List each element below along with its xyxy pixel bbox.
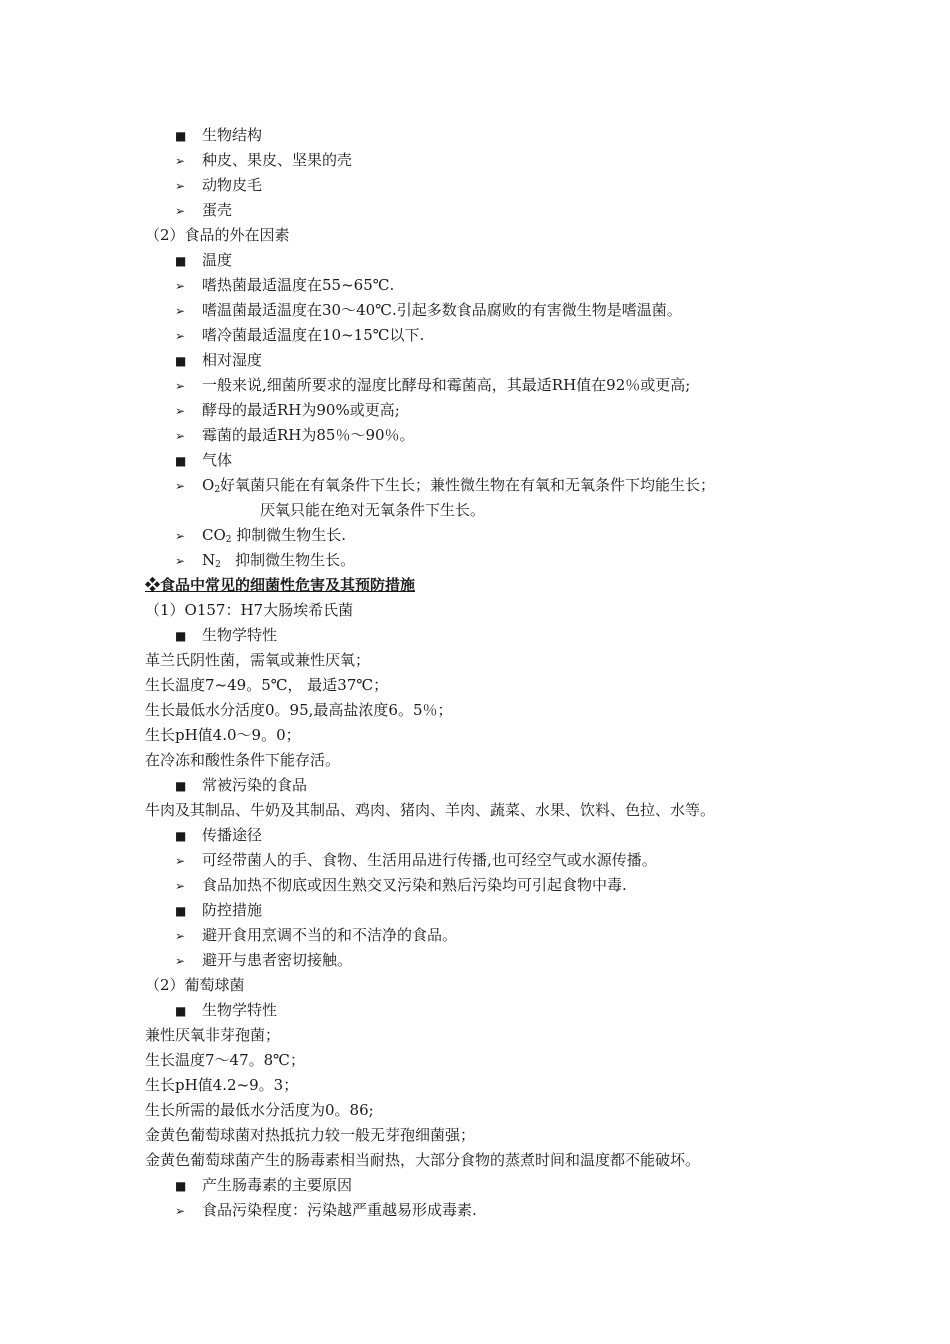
chem-formula: N: [202, 551, 216, 569]
item-text: 相对湿度: [202, 351, 263, 369]
arrow-bullet-icon: ➢: [175, 529, 186, 543]
item-text: 一般来说,细菌所要求的湿度比酵母和霉菌高，其最适RH值在92％或更高;: [202, 376, 691, 394]
item-text: 温度: [202, 251, 233, 269]
arrow-bullet-icon: ➢: [175, 879, 186, 893]
section-heading: ❖食品中常见的细菌性危害及其预防措施: [145, 576, 416, 594]
continuation-text: 厌氧只能在绝对无氧条件下生长。: [260, 501, 486, 519]
bullet-item: [175, 198, 890, 223]
arrow-bullet-icon: ➢: [175, 854, 186, 868]
body-text: 生长pH值4.0～9。0；: [145, 726, 301, 744]
square-bullet-icon: ■: [175, 254, 187, 268]
item-text: 霉菌的最适RH为85％～90％。: [202, 426, 415, 444]
chem-subscript: 2: [225, 535, 232, 545]
bullet-item: [175, 623, 890, 648]
square-bullet-icon: ■: [175, 629, 187, 643]
bullet-item: [175, 273, 890, 298]
body-text: 生长温度7~49。5℃， 最适37℃；: [145, 676, 389, 694]
item-text: 嗜温菌最适温度在30～40℃.引起多数食品腐败的有害微生物是嗜温菌。: [202, 301, 682, 319]
item-text: 生物学特性: [202, 626, 278, 644]
bullet-item: [175, 773, 890, 798]
bullet-item: [175, 923, 890, 948]
arrow-bullet-icon: ➢: [175, 429, 186, 443]
bullet-item: [175, 523, 890, 548]
item-text: 生物学特性: [202, 1001, 278, 1019]
bullet-item: [175, 323, 890, 348]
arrow-bullet-icon: ➢: [175, 279, 186, 293]
arrow-bullet-icon: ➢: [175, 179, 186, 193]
bullet-item: [175, 473, 890, 498]
item-text: 嗜热菌最适温度在55~65℃.: [202, 276, 395, 294]
item-text: 产生肠毒素的主要原因: [202, 1176, 353, 1194]
bullet-item: [175, 948, 890, 973]
square-bullet-icon: ■: [175, 829, 187, 843]
bullet-item: [175, 298, 890, 323]
chem-subscript: 2: [215, 560, 221, 570]
subsection-heading: （2）葡萄球菌: [145, 976, 245, 994]
item-text: 嗜冷菌最适温度在10~15℃以下.: [202, 326, 425, 344]
chem-formula: O: [202, 476, 215, 494]
body-text: 金黄色葡萄球菌产生的肠毒素相当耐热，大部分食物的蒸煮时间和温度都不能破坏。: [145, 1151, 701, 1169]
body-text: 生长pH值4.2~9。3；: [145, 1076, 299, 1094]
item-text: 防控措施: [202, 901, 263, 919]
bullet-item: [175, 123, 890, 148]
item-text: 抑制微生物生长.: [231, 526, 347, 544]
arrow-bullet-icon: ➢: [175, 379, 186, 393]
subsection-heading: （1）O157：H7大肠埃希氏菌: [145, 601, 354, 619]
bullet-item: [175, 373, 890, 398]
bullet-item: [175, 1198, 890, 1223]
bullet-item: [175, 423, 890, 448]
bullet-item: [175, 248, 890, 273]
body-text: 兼性厌氧非芽孢菌；: [145, 1026, 281, 1044]
bullet-item: [175, 823, 890, 848]
item-text: 常被污染的食品: [202, 776, 308, 794]
item-text: 动物皮毛: [202, 176, 263, 194]
bullet-item: [175, 848, 890, 873]
body-text: 生长温度7～47。8℃；: [145, 1051, 305, 1069]
body-text: 在冷冻和酸性条件下能存活。: [145, 751, 341, 769]
item-text: 气体: [202, 451, 233, 469]
body-text: 革兰氏阴性菌，需氧或兼性厌氧；: [145, 651, 371, 669]
square-bullet-icon: ■: [175, 904, 187, 918]
bullet-item: [175, 1173, 890, 1198]
bullet-item: [175, 548, 890, 573]
arrow-bullet-icon: ➢: [175, 929, 186, 943]
bullet-item: [175, 873, 890, 898]
chem-subscript: 2: [214, 485, 221, 495]
item-text: 蛋壳: [202, 201, 233, 219]
item-text: 可经带菌人的手、食物、生活用品进行传播,也可经空气或水源传播。: [202, 851, 657, 869]
square-bullet-icon: ■: [175, 1004, 187, 1018]
square-bullet-icon: ■: [175, 454, 187, 468]
body-text: 牛肉及其制品、牛奶及其制品、鸡肉、猪肉、羊肉、蔬菜、水果、饮料、色拉、水等。: [145, 801, 716, 819]
body-text: 金黄色葡萄球菌对热抵抗力较一般无芽孢细菌强；: [145, 1126, 476, 1144]
square-bullet-icon: ■: [175, 354, 187, 368]
item-text: 酵母的最适RH为90%或更高;: [202, 401, 400, 419]
bullet-item: [175, 898, 890, 923]
item-text: 好氧菌只能在有氧条件下生长；兼性微生物在有氧和无氧条件下均能生长；: [220, 476, 716, 494]
arrow-bullet-icon: ➢: [175, 204, 186, 218]
item-text: 生物结构: [202, 126, 263, 144]
bullet-item: [175, 148, 890, 173]
bullet-item: [175, 998, 890, 1023]
item-text: 种皮、果皮、坚果的壳: [202, 151, 353, 169]
body-text: 生长所需的最低水分活度为0。86;: [145, 1101, 374, 1119]
square-bullet-icon: ■: [175, 779, 187, 793]
chem-formula: CO: [202, 526, 226, 544]
arrow-bullet-icon: ➢: [175, 154, 186, 168]
square-bullet-icon: ■: [175, 1179, 187, 1193]
arrow-bullet-icon: ➢: [175, 329, 186, 343]
item-text: 抑制微生物生长。: [220, 551, 356, 569]
item-text: 避开食用烹调不当的和不洁净的食品。: [202, 926, 458, 944]
item-text: 食品污染程度：污染越严重越易形成毒素.: [202, 1201, 477, 1219]
item-text: 传播途径: [202, 826, 263, 844]
arrow-bullet-icon: ➢: [175, 404, 186, 418]
arrow-bullet-icon: ➢: [175, 304, 186, 318]
bullet-item: [175, 348, 890, 373]
arrow-bullet-icon: ➢: [175, 954, 186, 968]
arrow-bullet-icon: ➢: [175, 479, 186, 493]
subsection-heading: （2）食品的外在因素: [145, 226, 290, 244]
body-text: 生长最低水分活度0。95,最高盐浓度6。5％；: [145, 701, 453, 719]
bullet-item: [175, 448, 890, 473]
arrow-bullet-icon: ➢: [175, 554, 186, 568]
bullet-item: [175, 398, 890, 423]
item-text: 避开与患者密切接触。: [202, 951, 353, 969]
item-text: 食品加热不彻底或因生熟交叉污染和熟后污染均可引起食物中毒.: [202, 876, 627, 894]
arrow-bullet-icon: ➢: [175, 1204, 186, 1218]
bullet-item: [175, 173, 890, 198]
square-bullet-icon: ■: [175, 129, 187, 143]
